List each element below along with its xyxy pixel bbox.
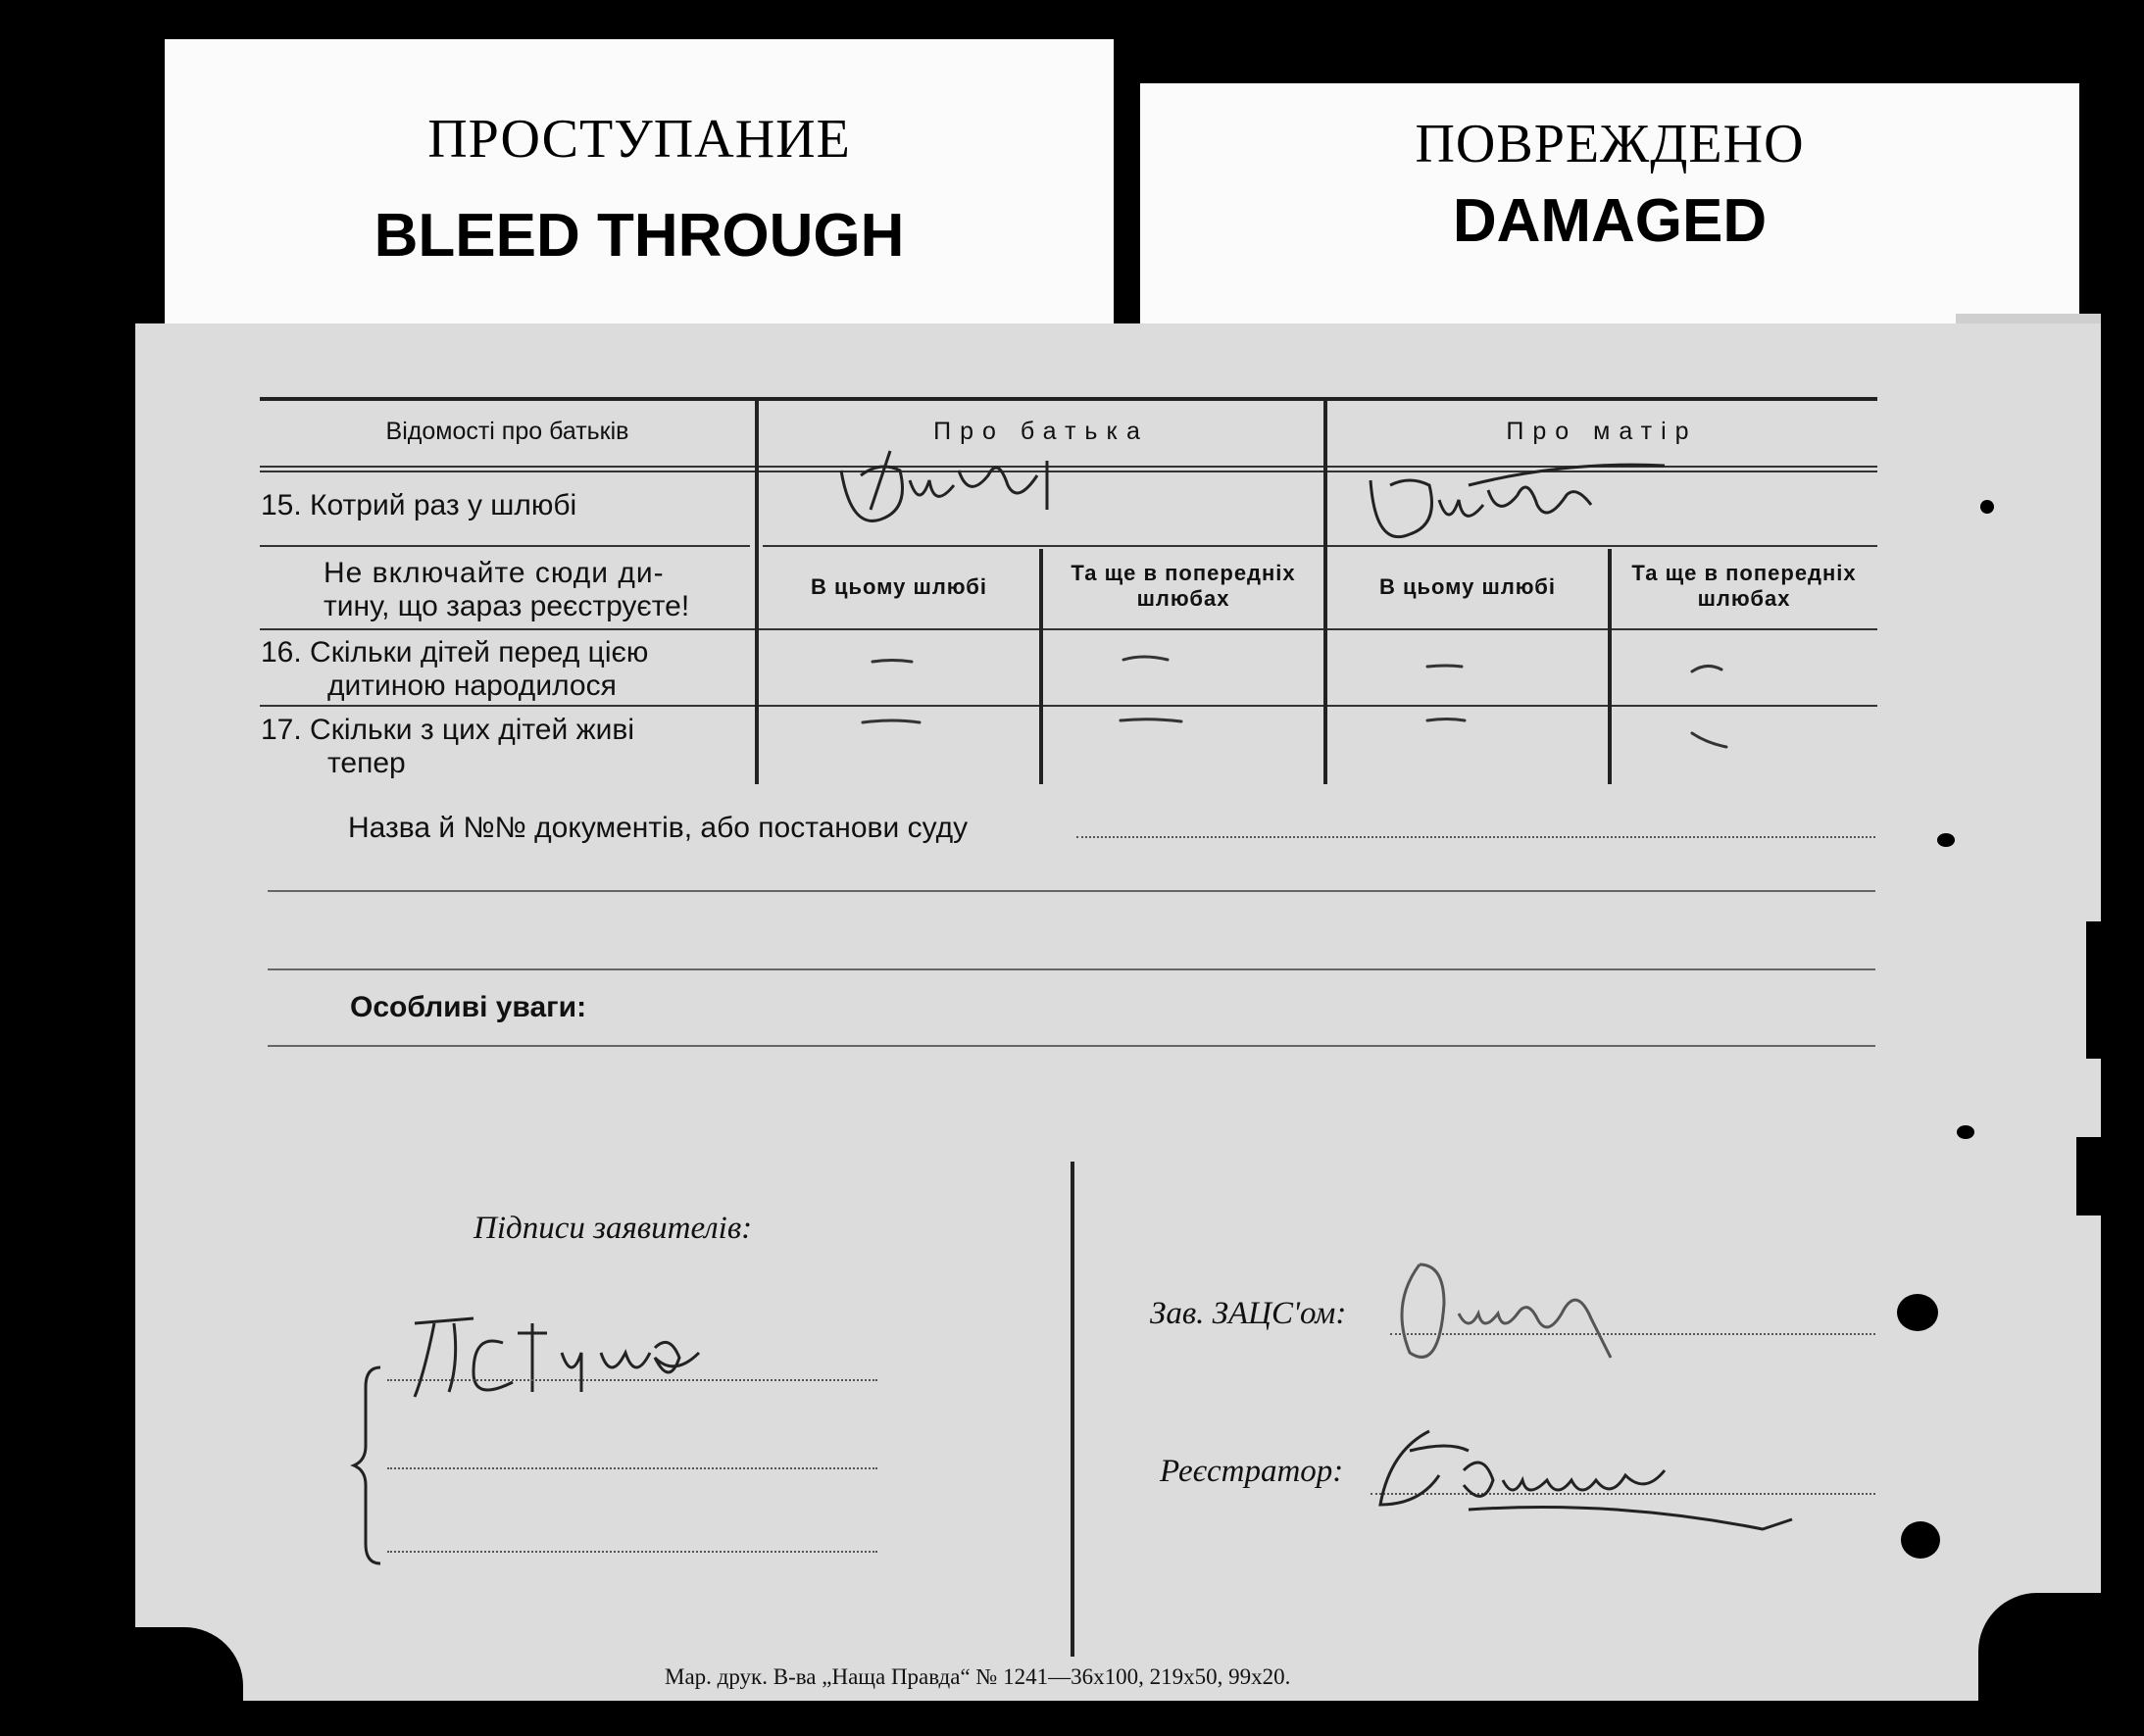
header-father: Про батька (933, 418, 1149, 445)
punch-hole-2 (1901, 1521, 1940, 1559)
documents-line-2 (268, 890, 1875, 892)
mother-in-previous-line-1: Та ще в попередніх (1631, 561, 1857, 585)
damaged-ru-text: ПОВРЕЖДЕНО (1415, 114, 1805, 174)
head-signature (1390, 1245, 1684, 1392)
remarks-line (268, 1045, 1875, 1047)
documents-dotted-line (1076, 836, 1875, 838)
bleed-through-label-card (165, 39, 1114, 333)
father-in-previous-line-1: Та ще в попередніх (1071, 561, 1296, 585)
bleed-through-ru-text: ПРОСТУПАНИЕ (427, 109, 851, 170)
punch-hole-1 (1897, 1294, 1938, 1331)
mother-in-this-marriage: В цьому шлюбі (1378, 574, 1557, 599)
signature-brace (346, 1363, 395, 1568)
document-sheet (135, 323, 2101, 1701)
damage-spot-2 (1937, 833, 1955, 847)
edge-tear-1 (2086, 921, 2106, 1059)
damage-spot-3 (1957, 1125, 1974, 1139)
father-in-previous-line-2: шлюбах (1136, 586, 1230, 611)
signatures-label: Підписи заявителів: (474, 1211, 753, 1246)
mother-q15-handwriting (1351, 461, 1684, 559)
question-16-line-1: 16. Скільки дітей перед цією (261, 636, 649, 669)
remarks-label: Особливі уваги: (350, 991, 587, 1023)
father-in-this-marriage: В цьому шлюбі (810, 574, 988, 599)
father-q15-handwriting (822, 441, 1116, 539)
applicant-signature (395, 1304, 728, 1412)
head-label: Зав. ЗАЦС'ом: (1150, 1296, 1347, 1331)
documents-label: Назва й №№ документів, або постанови суду (348, 812, 969, 844)
question-16-line-2: дитиною народилося (327, 670, 617, 702)
corner-damage (1978, 1593, 2106, 1701)
header-mother: Про матір (1506, 418, 1698, 445)
damage-spot-1 (1980, 500, 1994, 514)
note-line-2: тину, що зараз реєструєте! (324, 590, 690, 622)
signature-line-2 (387, 1467, 877, 1469)
mother-in-previous-line-2: шлюбах (1697, 586, 1791, 611)
printer-footer: Мар. друк. В-ва „Наща Правда“ № 1241—36х100, 219х50, 99х20. (665, 1664, 1291, 1689)
damaged-label-card (1140, 83, 2079, 333)
documents-line-3 (268, 968, 1875, 970)
damaged-en-text: DAMAGED (1452, 187, 1768, 255)
edge-tear-2 (2076, 1137, 2106, 1215)
signature-line-1 (387, 1379, 877, 1381)
registrar-signature (1371, 1421, 1861, 1539)
note-line-1: Не включайте сюди ди- (324, 557, 665, 589)
question-17-line-2: тепер (327, 747, 406, 779)
header-parents: Відомості про батьків (385, 418, 629, 445)
registrar-label: Реєстратор: (1160, 1454, 1344, 1489)
bleed-through-en-text: BLEED THROUGH (374, 202, 905, 270)
signature-divider (1071, 1162, 1074, 1657)
question-17-line-1: 17. Скільки з цих дітей живі (261, 714, 634, 746)
question-15: 15. Котрий раз у шлюбі (261, 489, 577, 521)
signature-line-3 (387, 1551, 877, 1553)
